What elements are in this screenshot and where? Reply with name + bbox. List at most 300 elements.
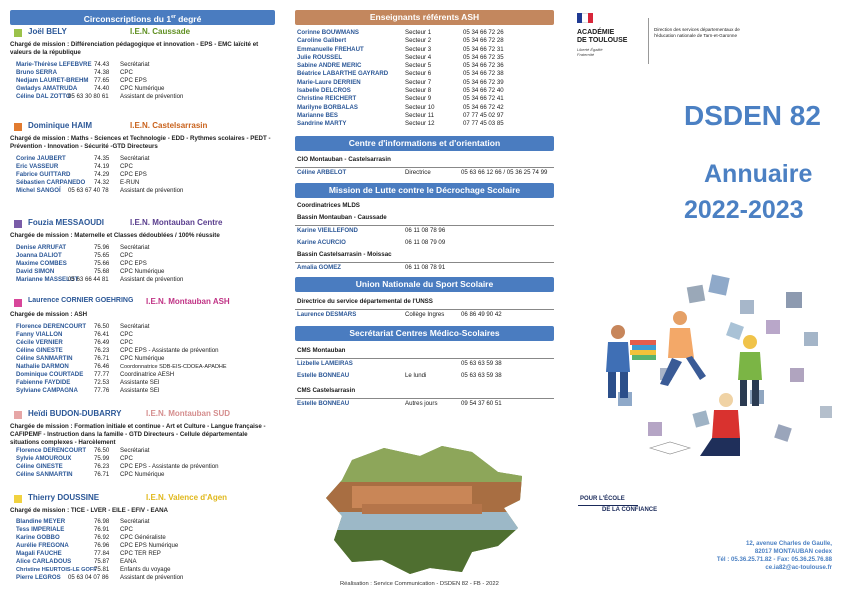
staff-row — [10, 526, 275, 534]
referent-phone: 05 34 66 72 41 — [463, 95, 504, 103]
staff-name: Bruno SERRA — [16, 69, 57, 76]
staff-row — [10, 471, 275, 479]
ien-name: Dominique HAIM — [28, 121, 92, 130]
section-header — [10, 409, 275, 421]
staff-role: Coordinatrice AESH — [120, 371, 175, 378]
staff-name: Karine GOBBO — [16, 534, 60, 541]
ash-row — [295, 37, 554, 45]
staff-phone: 76.50 — [94, 323, 110, 330]
ash-row — [295, 54, 554, 62]
staff-role: Coordonnatrice SDB-EIS-CDOEA-APADHE — [120, 364, 227, 370]
staff-phone: 75.99 — [94, 455, 110, 462]
staff-name: Florence DERENCOURT — [16, 447, 87, 454]
referent-name: Marilyne BORBALAS — [297, 103, 358, 111]
staff-name: Pierre LEGROS — [16, 574, 61, 581]
unss-subtitle: Directrice du service départemental de l'UNSS — [297, 297, 433, 305]
referent-name: Isabelle DELCROS — [297, 87, 351, 95]
staff-phone: 05 63 66 44 81 — [68, 276, 109, 283]
section-header — [10, 493, 275, 505]
staff-role: Assistant de prévention — [120, 187, 184, 194]
staff-role: Assistant de prévention — [120, 574, 184, 581]
staff-name: David SIMON — [16, 268, 55, 275]
contact-name: Céline ARBELOT — [297, 168, 347, 176]
staff-row — [10, 61, 275, 69]
staff-name: Alice CARLADOUS — [16, 558, 72, 565]
section-messaoudi — [10, 218, 275, 284]
staff-row — [10, 566, 275, 574]
section-doussine — [10, 493, 275, 582]
referent-name: Sabine ANDRE MERIC — [297, 62, 362, 70]
academie-logo — [577, 13, 647, 73]
staff-role: CPC Numérique — [120, 355, 165, 362]
referent-sector: Secteur 7 — [405, 78, 432, 86]
staff-role: CPC — [120, 526, 133, 533]
academie-subtitle: DE TOULOUSE — [577, 37, 628, 44]
ash-row — [295, 120, 554, 128]
color-marker — [14, 29, 22, 37]
staff-name: Nathalie DARMON — [16, 363, 69, 370]
staff-row — [10, 363, 275, 371]
staff-row — [10, 371, 275, 379]
ash-row — [295, 79, 554, 87]
referent-name: Emmanuelle FREHAUT — [297, 45, 364, 53]
staff-name: Joanna DALIOT — [16, 252, 62, 259]
ash-row — [295, 62, 554, 70]
contact-phone: 06 11 08 78 96 — [405, 226, 446, 234]
staff-row — [10, 447, 275, 455]
contact-phone: 05 63 63 59 38 — [461, 371, 502, 379]
contact-phone: 05 63 66 12 66 / 05 36 25 74 99 — [461, 168, 548, 176]
cms-row — [295, 358, 554, 368]
referent-sector: Secteur 2 — [405, 37, 432, 45]
staff-row — [10, 69, 275, 77]
mission-text: Chargé de mission : Différenciation pédagogique et innovation - EPS - EMC laïcité et valeurs de la république — [10, 41, 259, 56]
staff-phone: 05 63 30 80 61 — [68, 93, 109, 100]
staff-role: CPC EPS - Assistante de prévention — [120, 463, 219, 470]
section-bely — [10, 27, 275, 101]
staff-phone: 76.46 — [94, 363, 110, 370]
referent-phone: 05 34 66 72 26 — [463, 29, 504, 36]
staff-role: CPC — [120, 331, 133, 338]
staff-name: Céline GINESTE — [16, 347, 63, 354]
staff-phone: 76.23 — [94, 347, 110, 354]
staff-role: CPC Généraliste — [120, 534, 166, 541]
referent-phone: 05 34 66 72 31 — [463, 45, 504, 53]
referent-sector: Secteur 8 — [405, 87, 432, 95]
staff-list — [10, 447, 275, 479]
contact-name: Estelle BONNEAU — [297, 371, 350, 379]
staff-role: Assistant de prévention — [120, 93, 184, 100]
staff-phone: 76.71 — [94, 355, 110, 362]
staff-role: Assistante SEI — [120, 379, 160, 386]
staff-name: Maxime COMBES — [16, 260, 67, 267]
ecole-line-2: DE LA CONFIANCE — [602, 507, 658, 513]
tarn-et-garonne-map-image — [322, 442, 528, 578]
contact-phone: 06 11 08 79 09 — [405, 238, 446, 246]
ien-location: I.E.N. Montauban ASH — [146, 297, 230, 306]
staff-phone: 74.40 — [94, 85, 110, 92]
staff-role: CPC Numérique — [120, 471, 165, 478]
staff-name: Fabrice GUITTARD — [16, 171, 71, 178]
staff-role: Secrétariat — [120, 61, 150, 68]
staff-row — [10, 463, 275, 471]
staff-list — [10, 323, 275, 395]
mission-text: Chargé de mission : Maths - Sciences et Technologie - EDD - Rythmes scolaires - PEDT - Prévention - Innovation - Sécurité -GTD Directeurs — [10, 135, 271, 150]
staff-phone: 77.84 — [94, 550, 110, 557]
ecole-underline — [578, 505, 638, 506]
staff-role: Assistant de prévention — [120, 276, 184, 283]
referent-phone: 05 34 66 72 42 — [463, 103, 504, 111]
staff-phone: 77.76 — [94, 387, 110, 394]
referent-phone: 05 34 66 72 40 — [463, 87, 504, 95]
ash-header: Enseignants référents ASH — [295, 10, 554, 25]
referent-name: Sandrine MARTY — [297, 120, 347, 128]
referent-phone: 05 34 66 72 39 — [463, 78, 504, 86]
contact-role: Directrice — [405, 168, 431, 176]
staff-list — [10, 61, 275, 101]
ash-list — [295, 29, 554, 129]
section-header — [10, 121, 275, 133]
staff-name: Céline DAL ZOTTO — [16, 93, 71, 100]
direction-text: Direction des services départementaux de l'éducation nationale de Tarn-et-Garonne — [654, 27, 740, 38]
mlds-row — [295, 225, 554, 235]
referent-name: Marianne BES — [297, 111, 338, 119]
contact-day: Le lundi — [405, 371, 427, 379]
staff-row — [10, 542, 275, 550]
staff-row — [10, 93, 275, 101]
academie-title: ACADÉMIE — [577, 29, 615, 36]
staff-name: Céline SANMARTIN — [16, 355, 73, 362]
contact-phone: 05 63 63 59 38 — [461, 359, 502, 367]
staff-role: CPC EPS - Assistante de prévention — [120, 347, 219, 354]
staff-role: CPC — [120, 455, 133, 462]
staff-list — [10, 244, 275, 284]
cio-header: Centre d'informations et d'orientation — [295, 136, 554, 151]
referent-phone: 07 77 45 02 97 — [463, 111, 504, 119]
staff-role: Enfants du voyage — [120, 566, 171, 573]
staff-name: Sébastien CARPANEDO — [16, 179, 86, 186]
staff-row — [10, 323, 275, 331]
staff-phone: 76.49 — [94, 339, 110, 346]
staff-phone: 74.32 — [94, 179, 110, 186]
ien-name: Laurence CORNIER GOEHRING — [28, 297, 134, 304]
dsden-title: DSDEN 82 — [684, 100, 821, 131]
staff-name: Dominique COURTADE — [16, 371, 84, 378]
contact-name: Lizbelle LAMEIRAS — [297, 359, 353, 367]
staff-row — [10, 252, 275, 260]
staff-name: Denise ARRUFAT — [16, 244, 67, 251]
staff-name: Corine JAUBERT — [16, 155, 66, 162]
staff-row — [10, 550, 275, 558]
staff-name: Eric VASSEUR — [16, 163, 59, 170]
ash-row — [295, 46, 554, 54]
color-marker — [14, 220, 22, 228]
cms-row — [295, 398, 554, 408]
staff-phone: 76.98 — [94, 518, 110, 525]
mission-text: Chargée de mission : ASH — [10, 311, 88, 318]
staff-role: CPC Numérique — [120, 268, 165, 275]
ash-row — [295, 104, 554, 112]
ash-row — [295, 29, 554, 37]
mlds-header: Mission de Lutte contre le Décrochage Scolaire — [295, 183, 554, 198]
staff-row — [10, 155, 275, 163]
referent-sector: Secteur 6 — [405, 70, 432, 78]
staff-role: CPC — [120, 252, 133, 259]
staff-phone: 76.71 — [94, 471, 110, 478]
staff-phone: 74.38 — [94, 69, 110, 76]
marianne-flag-icon — [577, 13, 593, 23]
referent-sector: Secteur 1 — [405, 29, 432, 36]
staff-role: Assistante SEI — [120, 387, 160, 394]
staff-row — [10, 558, 275, 566]
referent-sector: Secteur 9 — [405, 95, 432, 103]
staff-role: CPC EPS — [120, 77, 147, 84]
staff-phone: 76.50 — [94, 447, 110, 454]
mlds-bassin-2: Bassin Castelsarrasin - Moissac — [297, 250, 392, 258]
contact-name: Karine ACURCIO — [297, 238, 346, 246]
mlds-row — [295, 262, 554, 272]
staff-phone: 05 63 04 07 86 — [68, 574, 109, 581]
ien-name: Joël BELY — [28, 27, 67, 36]
ien-name: Fouzia MESSAOUDI — [28, 218, 105, 227]
contact-name: Amalia GOMEZ — [297, 263, 342, 271]
staff-phone: 74.19 — [94, 163, 110, 170]
staff-name: Magali FAUCHE — [16, 550, 62, 557]
referent-sector: Secteur 5 — [405, 62, 432, 70]
staff-name: Sylviane CAMPAGNA — [16, 387, 78, 394]
services-column — [295, 0, 554, 408]
referent-name: Christine REICHERT — [297, 95, 357, 103]
staff-phone: 75.65 — [94, 252, 110, 259]
ien-location: I.E.N. Valence d'Agen — [146, 493, 228, 502]
staff-row — [10, 276, 275, 284]
staff-phone: 75.87 — [94, 558, 110, 565]
staff-row — [10, 244, 275, 252]
staff-phone: 05 63 67 40 78 — [68, 187, 109, 194]
staff-row — [10, 455, 275, 463]
circonscriptions-header-text: Circonscriptions du 1er degré — [83, 13, 202, 24]
staff-row — [10, 518, 275, 526]
staff-phone: 74.35 — [94, 155, 110, 162]
referent-sector: Secteur 11 — [405, 111, 435, 119]
mission-text: Chargé de mission : TICE - LVER - EILE - EFIV - EANA — [10, 507, 169, 514]
staff-role: CPC EPS — [120, 171, 147, 178]
cms-row — [295, 371, 554, 380]
staff-phone: 77.77 — [94, 371, 110, 378]
staff-list — [10, 518, 275, 582]
mission-text: Chargée de mission : Formation initiale et continue - Art et Culture - Langue française - CAFIPEMF - Instruction dans la famille - GTD Directeurs - Cellule départementale situations complexes - Harcèlement — [10, 423, 266, 446]
referent-name: Julie ROUSSEL — [297, 53, 343, 61]
credit-line: Réalisation : Service Communication - DSDEN 82 - FB - 2022 — [340, 581, 499, 587]
staff-role: CPC — [120, 69, 133, 76]
ash-row — [295, 112, 554, 120]
annuaire-title: Annuaire — [704, 160, 813, 188]
ecole-line-1: POUR L'ÉCOLE — [580, 496, 625, 502]
staff-name: Fanny VIALLON — [16, 331, 63, 338]
mlds-subtitle: Coordinatrices MLDS — [297, 201, 360, 209]
staff-name: Tess IMPERIALE — [16, 526, 65, 533]
ash-row — [295, 70, 554, 78]
staff-name: Cécile VERNIER — [16, 339, 63, 346]
staff-name: Michel SANGOÏ — [16, 187, 61, 194]
color-marker — [14, 299, 22, 307]
staff-role: Secrétariat — [120, 447, 150, 454]
contact-day: Autres jours — [405, 399, 438, 407]
referent-phone: 05 34 66 72 28 — [463, 37, 504, 45]
staff-name: Céline SANMARTIN — [16, 471, 73, 478]
color-marker — [14, 411, 22, 419]
ash-row — [295, 87, 554, 95]
staff-name: Gwladys AMATRUDA — [16, 85, 78, 92]
ien-location: I.E.N. Montauban Centre — [130, 218, 223, 227]
referent-phone: 05 34 66 72 36 — [463, 62, 504, 70]
ien-location: I.E.N. Montauban SUD — [146, 409, 230, 418]
staff-role: Secrétariat — [120, 244, 150, 251]
staff-row — [10, 187, 275, 195]
staff-phone: 72.53 — [94, 379, 110, 386]
staff-name: Sylvie AMOUROUX — [16, 455, 72, 462]
ash-row — [295, 95, 554, 103]
staff-row — [10, 268, 275, 276]
section-header — [10, 297, 275, 309]
circonscriptions-column — [10, 0, 275, 581]
referent-sector: Secteur 12 — [405, 120, 435, 128]
address-phone: Tél : 05.36.25.71.82 - Fax: 05.36.25.76.88 — [716, 556, 832, 563]
cio-subtitle: CIO Montauban - Castelsarrasin — [297, 155, 391, 163]
staff-role: CPC — [120, 339, 133, 346]
staff-name: Marianne MASSELOT — [16, 276, 79, 283]
staff-row — [10, 339, 275, 347]
ien-location: I.E.N. Castelsarrasin — [130, 121, 208, 130]
referent-phone: 05 34 66 72 38 — [463, 70, 504, 78]
staff-role: Secrétariat — [120, 323, 150, 330]
staff-name: Nedjam LAURET-BREHM — [16, 77, 89, 84]
referent-name: Béatrice LABARTHE GAYRARD — [297, 70, 389, 78]
republic-motto: Liberté Égalité Fraternité — [577, 47, 603, 57]
staff-phone: 77.65 — [94, 77, 110, 84]
staff-name: Florence DERENCOURT — [16, 323, 87, 330]
referent-sector: Secteur 3 — [405, 45, 432, 53]
staff-name: Fabienne FAYDIDE — [16, 379, 71, 386]
staff-row — [10, 77, 275, 85]
puzzle-people-illustration — [590, 272, 835, 472]
staff-role: CPC — [120, 163, 133, 170]
staff-list — [10, 155, 275, 195]
color-marker — [14, 495, 22, 503]
ien-name: Thierry DOUSSINE — [28, 493, 100, 502]
address-block — [717, 540, 832, 572]
mlds-bassin-1: Bassin Montauban - Caussade — [297, 213, 387, 221]
address-line-2: 82017 MONTAUBAN cedex — [754, 548, 832, 555]
cio-row — [295, 167, 554, 177]
staff-phone: 74.29 — [94, 171, 110, 178]
section-cornier — [10, 297, 275, 395]
staff-row — [10, 85, 275, 93]
staff-phone: 76.23 — [94, 463, 110, 470]
staff-role: Secrétariat — [120, 518, 150, 525]
ien-location: I.E.N. Caussade — [130, 27, 191, 36]
address-line-1: 12, avenue Charles de Gaulle, — [745, 540, 832, 547]
staff-name: Marie-Thérèse LEFEBVRE — [16, 61, 92, 68]
staff-phone: 75.68 — [94, 268, 110, 275]
contact-name: Laurence DESMARS — [297, 310, 357, 318]
staff-role: CPC Numérique — [120, 85, 165, 92]
staff-row — [10, 574, 275, 582]
staff-row — [10, 387, 275, 395]
section-budon — [10, 409, 275, 479]
unss-row — [295, 309, 554, 319]
color-marker — [14, 123, 22, 131]
staff-row — [10, 331, 275, 339]
staff-role: CPC EPS Numérique — [120, 542, 179, 549]
cms-castelsarrasin: CMS Castelsarrasin — [297, 386, 356, 394]
staff-name: Aurélie FREGONA — [16, 542, 69, 549]
staff-name: Christine HEURTOIS-LE GOFF — [16, 567, 97, 573]
staff-phone: 75.66 — [94, 260, 110, 267]
mlds-row — [295, 238, 554, 247]
unss-header: Union Nationale du Sport Scolaire — [295, 277, 554, 292]
staff-phone: 76.41 — [94, 331, 110, 338]
ien-name: Heïdi BUDON-DUBARRY — [28, 409, 122, 418]
referent-sector: Secteur 10 — [405, 103, 435, 111]
section-header — [10, 27, 275, 39]
referent-name: Corinne BOUWMANS — [297, 29, 359, 36]
cms-header: Secrétariat Centres Médico-Scolaires — [295, 326, 554, 341]
staff-phone: 75.81 — [94, 566, 110, 573]
staff-row — [10, 179, 275, 187]
contact-place: Collège Ingres — [405, 310, 445, 318]
staff-row — [10, 379, 275, 387]
contact-phone: 06 11 08 78 91 — [405, 263, 446, 271]
staff-phone: 76.96 — [94, 542, 110, 549]
cms-montauban: CMS Montauban — [297, 346, 346, 354]
staff-row — [10, 355, 275, 363]
staff-role: CPC TER REP — [120, 550, 161, 557]
staff-row — [10, 347, 275, 355]
staff-phone: 76.92 — [94, 534, 110, 541]
staff-row — [10, 163, 275, 171]
contact-name: Estelle BONNEAU — [297, 399, 350, 407]
ecole-confiance-logo — [578, 496, 668, 518]
staff-role: E-RUN — [120, 179, 140, 186]
staff-phone: 75.96 — [94, 244, 110, 251]
section-header — [10, 218, 275, 230]
staff-row — [10, 260, 275, 268]
referent-name: Marie-Laure DERRIEN — [297, 78, 361, 86]
contact-phone: 06 86 49 90 42 — [461, 310, 502, 318]
staff-name: Blandine MEYER — [16, 518, 66, 525]
staff-role: Secrétariat — [120, 155, 150, 162]
staff-row — [10, 534, 275, 542]
address-email[interactable]: ce.ia82@ac-toulouse.fr — [765, 564, 832, 571]
contact-name: Karine VIEILLEFOND — [297, 226, 358, 234]
circonscriptions-header — [10, 10, 275, 25]
referent-sector: Secteur 4 — [405, 53, 432, 61]
staff-phone: 74.43 — [94, 61, 110, 68]
staff-role: EANA — [120, 558, 137, 565]
mission-text: Chargée de mission : Maternelle et Classes dédoublées / 100% réussite — [10, 232, 220, 239]
referent-phone: 07 77 45 03 85 — [463, 120, 504, 128]
contact-phone: 09 54 37 60 51 — [461, 399, 502, 407]
referent-phone: 05 34 66 72 35 — [463, 53, 504, 61]
referent-name: Caroline Galibert — [297, 37, 347, 45]
year-title: 2022-2023 — [684, 196, 804, 224]
staff-row — [10, 171, 275, 179]
staff-role: CPC EPS — [120, 260, 147, 267]
staff-phone: 76.91 — [94, 526, 110, 533]
logo-divider — [648, 18, 649, 64]
staff-name: Céline GINESTE — [16, 463, 63, 470]
